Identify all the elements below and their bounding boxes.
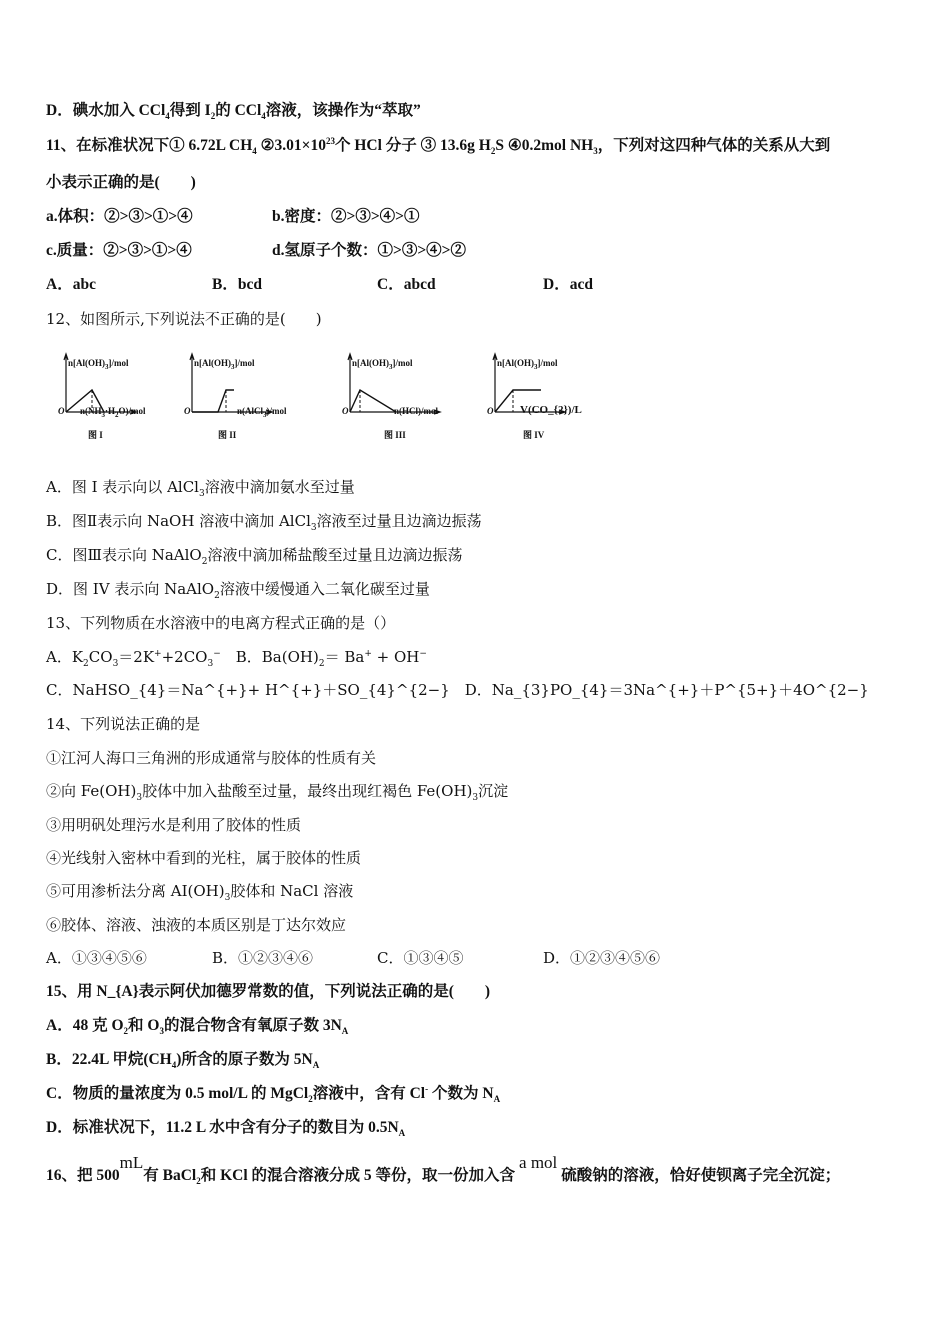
q14-option-d: D．①②③④⑤⑥ — [543, 949, 661, 967]
subscript: 3 — [159, 1026, 164, 1037]
q14-option-a: A．①③④⑤⑥ — [46, 949, 147, 967]
q14-statement-4: ④光线射入密林中看到的光柱，属于胶体的性质 — [46, 849, 362, 867]
q14-statement-3: ③用明矾处理污水是利用了胶体的性质 — [46, 816, 302, 834]
subscript: 2 — [490, 146, 496, 157]
subscript: 2 — [115, 410, 119, 419]
superscript: + — [364, 649, 372, 659]
subscript: 2 — [196, 1176, 201, 1187]
q15-option-d: D．标准状况下，11.2 L 水中含有分子的数目为 $0.5N_A$ — [46, 1119, 406, 1139]
q15-option-b: B．22.4L 甲烷$(CH_4)$所含的原子数为 $5N_A$ — [46, 1051, 320, 1071]
subscript: 2 — [210, 111, 216, 122]
q10-option-d: D．碘水加入 CCl$_4$得到 $I_2$的 CCl$_4$溶液，该操作为“萃取” — [46, 102, 421, 122]
q11-option-a: A．abc — [46, 276, 96, 293]
q14-statement-5: ⑤可用渗析法分离 $AI(OH)_3$胶体和 NaCl 溶液 — [46, 882, 354, 903]
q15-option-c: C．物质的量浓度为 0.5 mol/L 的 MgCl$_2$溶液中，含有 Cl- 个数为 $N_A$ — [46, 1083, 501, 1105]
subscript: 2 — [123, 1026, 129, 1037]
q14-option-c: C．①③④⑤ — [377, 949, 464, 967]
q14-stem: 14、下列说法正确的是 — [46, 715, 201, 733]
q14-statement-2: ②向 $Fe(OH)_3$胶体中加入盐酸至过量，最终出现红褐色 $Fe(OH)_3$沉淀 — [46, 782, 509, 803]
q14-statement-6: ⑥胶体、溶液、浊液的本质区别是丁达尔效应 — [46, 916, 347, 934]
subscript: A — [312, 1060, 320, 1071]
q13-stem: 13、下列物质在水溶液中的电离方程式正确的是（） — [46, 614, 396, 632]
graph-1-xlabel: $n(NH_3\cdot H_2O)$/mol — [80, 406, 146, 419]
subscript: 3 — [263, 410, 267, 419]
subscript: 4 — [252, 146, 257, 157]
superscript: - — [425, 1083, 429, 1094]
q11-statement-a: a.体积：②>③>①>④ — [46, 208, 193, 225]
q11-statement-d: d.氢原子个数：①>③>④>② — [272, 242, 466, 259]
graph-4-xlabel: V(CO_{2})/L — [520, 404, 582, 416]
subscript: 2 — [318, 659, 325, 669]
graph-2-ylabel: $n[Al(OH)_3]$/mol — [194, 358, 255, 371]
q11-statement-c: c.质量：②>③>①>④ — [46, 242, 192, 259]
subscript: 2 — [83, 659, 89, 669]
subscript: 3 — [101, 410, 106, 419]
q12-stem: 12、如图所示,下列说法不正确的是( ) — [46, 310, 322, 328]
q12-option-d: D．图 IV 表示向 NaAlO$_2$溶液中缓慢通入二氧化碳至过量 — [46, 580, 430, 601]
q11-option-b: B．bcd — [212, 276, 262, 293]
q16-text-2: 有 BaCl$_2$和 KCl 的混合溶液分成 5 等份，取一份加入含 — [143, 1167, 516, 1187]
subscript: 3 — [472, 793, 479, 803]
subscript: 3 — [310, 523, 317, 533]
subscript: 2 — [308, 1094, 313, 1105]
q13-options-cd: C．NaHSO_{4}＝Na^{+}+ H^{+}＋SO_{4}^{2−} D．Na_{3}PO_{4}＝3Na^{+}＋P^{5+}＋4O^{2−} — [46, 681, 869, 699]
graph-1-caption: 图 I — [88, 430, 103, 440]
q16-stem — [46, 1153, 841, 1187]
subscript: 3 — [224, 893, 231, 903]
q16-unit: mL — [119, 1153, 144, 1172]
subscript: 3 — [534, 362, 538, 371]
q14-option-b: B．①②③④⑥ — [212, 949, 314, 967]
q11-stem: 11、在标准状况下① 6.72L $CH_4$ $②3.01\times 10^{23}$个 HCl 分子 ③ 13.6g $H_2S$ ④0.2mol $NH_3$，下列对这四种气体的关系从大到 — [46, 135, 831, 157]
q11-stem-cont: 小表示正确的是( ) — [46, 174, 196, 191]
q13-options-ab: A．$K_2CO_3=2K^++2CO_3^-$ B．$Ba(OH)_2= Ba^+ + OH^-$ — [46, 648, 427, 669]
q15-option-a: A．48 克 $O_2$和 $O_3$的混合物含有氧原子数 $3N_A$ — [46, 1017, 349, 1037]
subscript: 4 — [165, 111, 170, 122]
q16-text-1: 16、把 500 — [46, 1167, 120, 1184]
subscript: 2 — [214, 591, 220, 601]
q12-option-b: B．图Ⅱ表示向 NaOH 溶液中滴加 AlCl$_3$溶液至过量且边滴边振荡 — [46, 512, 482, 533]
superscript: − — [419, 649, 427, 659]
subscript: A — [341, 1026, 349, 1037]
subscript: A — [398, 1128, 406, 1139]
subscript: 3 — [105, 362, 109, 371]
subscript: 3 — [207, 659, 214, 669]
subscript: 4 — [261, 111, 266, 122]
subscript: 3 — [112, 659, 119, 669]
q15-stem: 15、用 N_{A}表示阿伏加德罗常数的值，下列说法正确的是( ) — [46, 983, 491, 1000]
graph-2-xlabel: n(AlCl$_3$)/mol — [237, 406, 287, 419]
q11-option-d: D．acd — [543, 276, 593, 293]
graph-1-ylabel: $n[Al(OH)_3]$/mol — [68, 358, 129, 371]
q11-option-c: C．abcd — [377, 276, 436, 293]
q16-amount: a mol — [519, 1153, 558, 1172]
graph-4-caption: 图 IV — [523, 430, 545, 440]
subscript: 3 — [231, 362, 235, 371]
graph-3-caption: 图 III — [384, 430, 406, 440]
q14-statement-1: ①江河人海口三角洲的形成通常与胶体的性质有关 — [46, 749, 377, 767]
graph-3-xlabel: n(HCl)/mol — [394, 406, 438, 416]
subscript: 3 — [136, 793, 143, 803]
subscript: 4 — [171, 1060, 177, 1071]
superscript: 23 — [326, 135, 335, 146]
subscript: 3 — [198, 489, 205, 499]
graph-3-origin: O — [342, 406, 349, 416]
graph-3-ylabel: $n[Al(OH)_3]$/mol — [352, 358, 413, 371]
graph-4-ylabel: $n[Al(OH)_3]$/mol — [497, 358, 558, 371]
graph-4-origin: O — [487, 406, 494, 416]
q16-text-3: 硫酸钠的溶液，恰好使钡离子完全沉淀； — [561, 1167, 841, 1184]
subscript: 2 — [201, 557, 208, 567]
graph-2-origin: O — [184, 406, 191, 416]
q12-option-a: A．图 I 表示向以 AlCl$_3$溶液中滴加氨水至过量 — [46, 478, 355, 499]
q12-option-c: C．图Ⅲ表示向 NaAlO$_2$溶液中滴加稀盐酸至过量且边滴边振荡 — [46, 546, 463, 567]
subscript: 3 — [593, 146, 598, 157]
subscript: A — [493, 1094, 501, 1105]
subscript: 3 — [389, 362, 393, 371]
superscript: + — [154, 649, 162, 659]
graph-2-caption: 图 II — [218, 430, 237, 440]
superscript: − — [213, 649, 221, 659]
graph-1-origin: O — [58, 406, 65, 416]
q11-statement-b: b.密度：②>③>④>① — [272, 208, 420, 225]
